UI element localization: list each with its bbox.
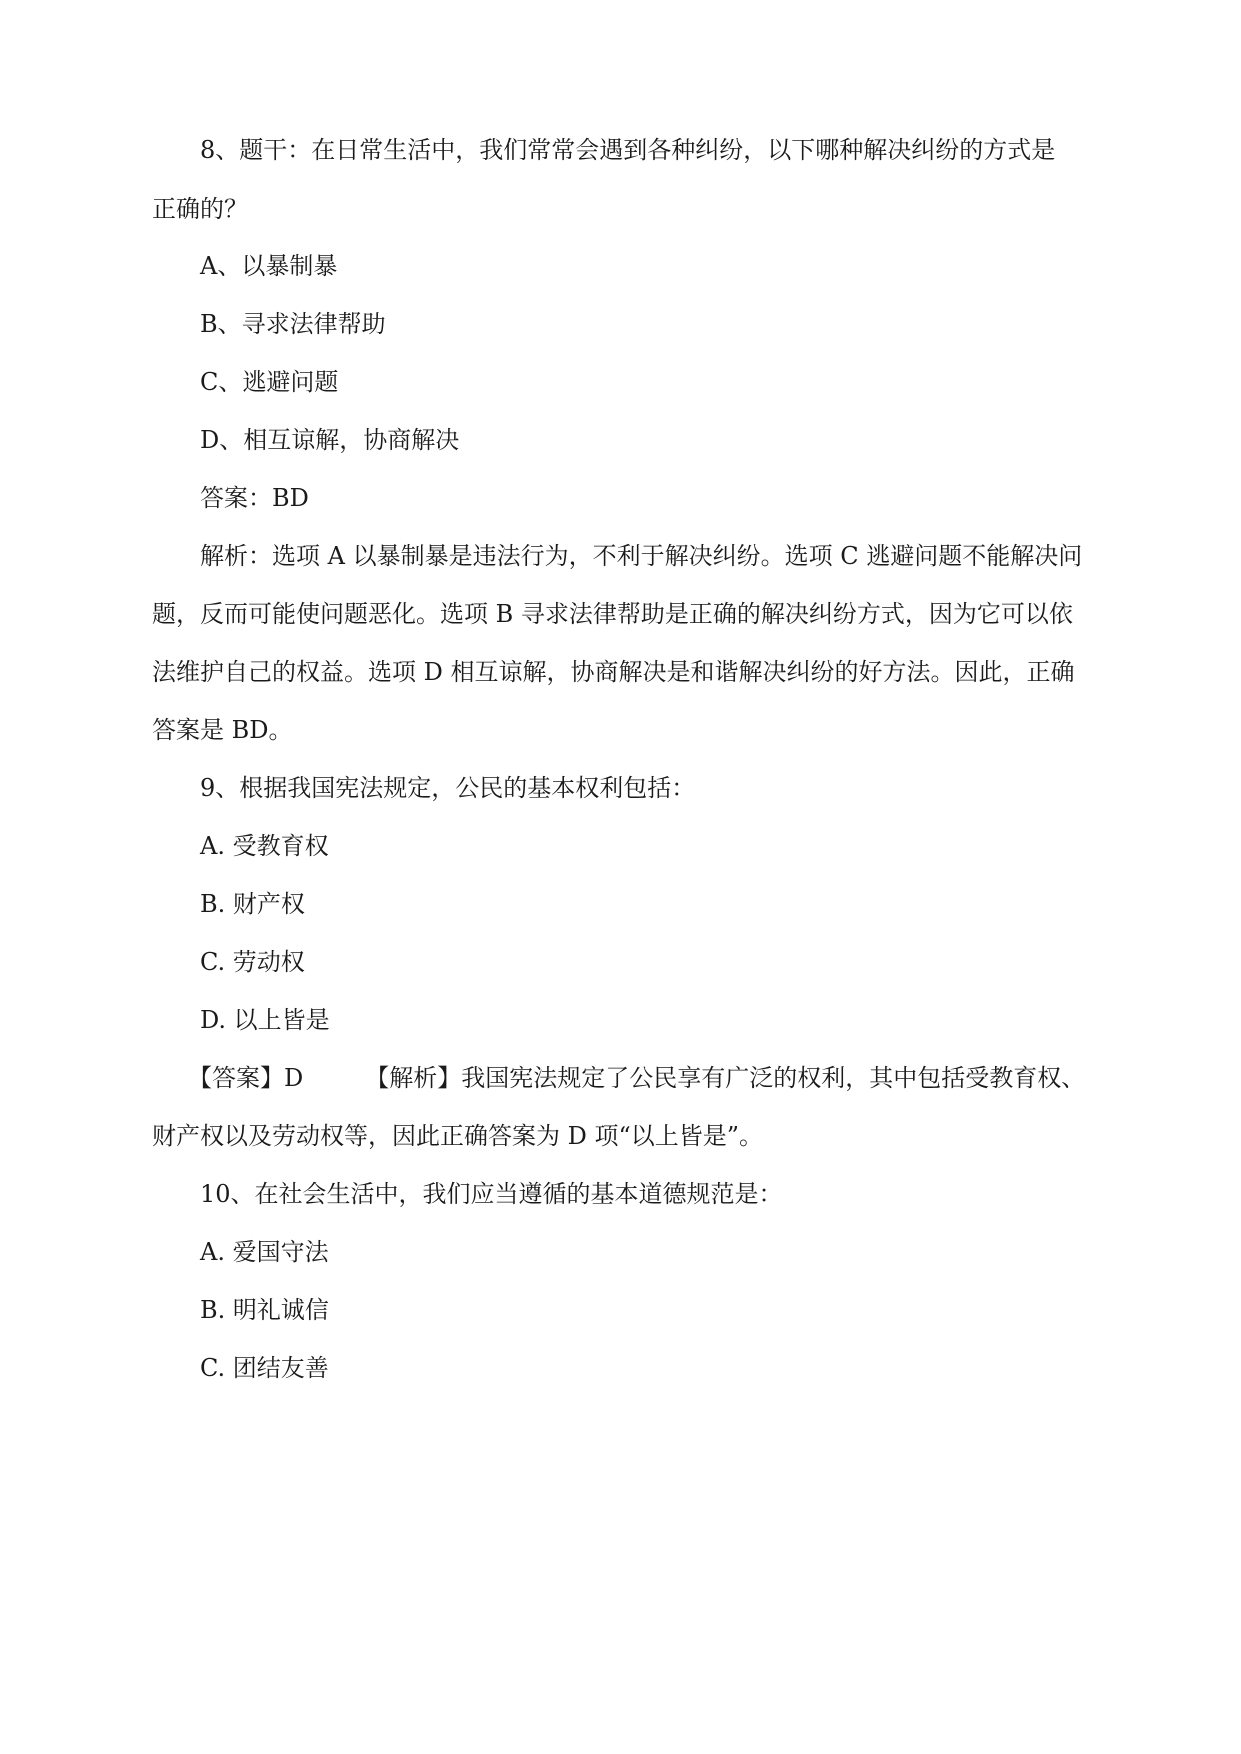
question-9-analysis-line-1: 【解析】我国宪法规定了公民享有广泛的权利，其中包括受教育权、 xyxy=(365,1064,1086,1092)
question-9-option-c: C. 劳动权 xyxy=(200,948,305,976)
question-8-option-c: C、逃避问题 xyxy=(200,368,339,396)
question-8-option-a: A、以暴制暴 xyxy=(200,252,338,280)
question-9-answer: 【答案】D xyxy=(188,1064,304,1092)
question-10-stem: 10、在社会生活中，我们应当遵循的基本道德规范是： xyxy=(200,1180,783,1208)
question-9-option-d: D. 以上皆是 xyxy=(200,1006,330,1034)
question-9-analysis-line-2: 财产权以及劳动权等，因此正确答案为 D 项“以上皆是”。 xyxy=(152,1122,764,1150)
question-8-analysis-line-2: 题，反而可能使问题恶化。选项 B 寻求法律帮助是正确的解决纠纷方式，因为它可以依 xyxy=(152,600,1073,628)
question-10-option-c: C. 团结友善 xyxy=(200,1354,329,1382)
question-9-answer-analysis-line xyxy=(188,1062,1085,1094)
question-10-option-b: B. 明礼诚信 xyxy=(200,1296,329,1324)
question-8-option-b: B、寻求法律帮助 xyxy=(200,310,386,338)
question-10-option-a: A. 爱国守法 xyxy=(200,1238,329,1266)
question-8-stem-line-1: 8、题干：在日常生活中，我们常常会遇到各种纠纷，以下哪种解决纠纷的方式是 xyxy=(200,136,1056,164)
question-9-stem: 9、根据我国宪法规定，公民的基本权利包括： xyxy=(200,774,696,802)
question-8-analysis-line-4: 答案是 BD。 xyxy=(152,716,293,744)
question-9-option-a: A. 受教育权 xyxy=(200,832,329,860)
question-9-option-b: B. 财产权 xyxy=(200,890,305,918)
question-8-analysis-line-1: 解析：选项 A 以暴制暴是违法行为，不利于解决纠纷。选项 C 逃避问题不能解决问 xyxy=(200,542,1083,570)
question-8-option-d: D、相互谅解，协商解决 xyxy=(200,426,460,454)
question-8-analysis-line-3: 法维护自己的权益。选项 D 相互谅解，协商解决是和谐解决纠纷的好方法。因此，正确 xyxy=(152,658,1075,686)
question-8-answer: 答案：BD xyxy=(200,484,309,512)
question-8-stem-line-2: 正确的？ xyxy=(152,195,248,223)
